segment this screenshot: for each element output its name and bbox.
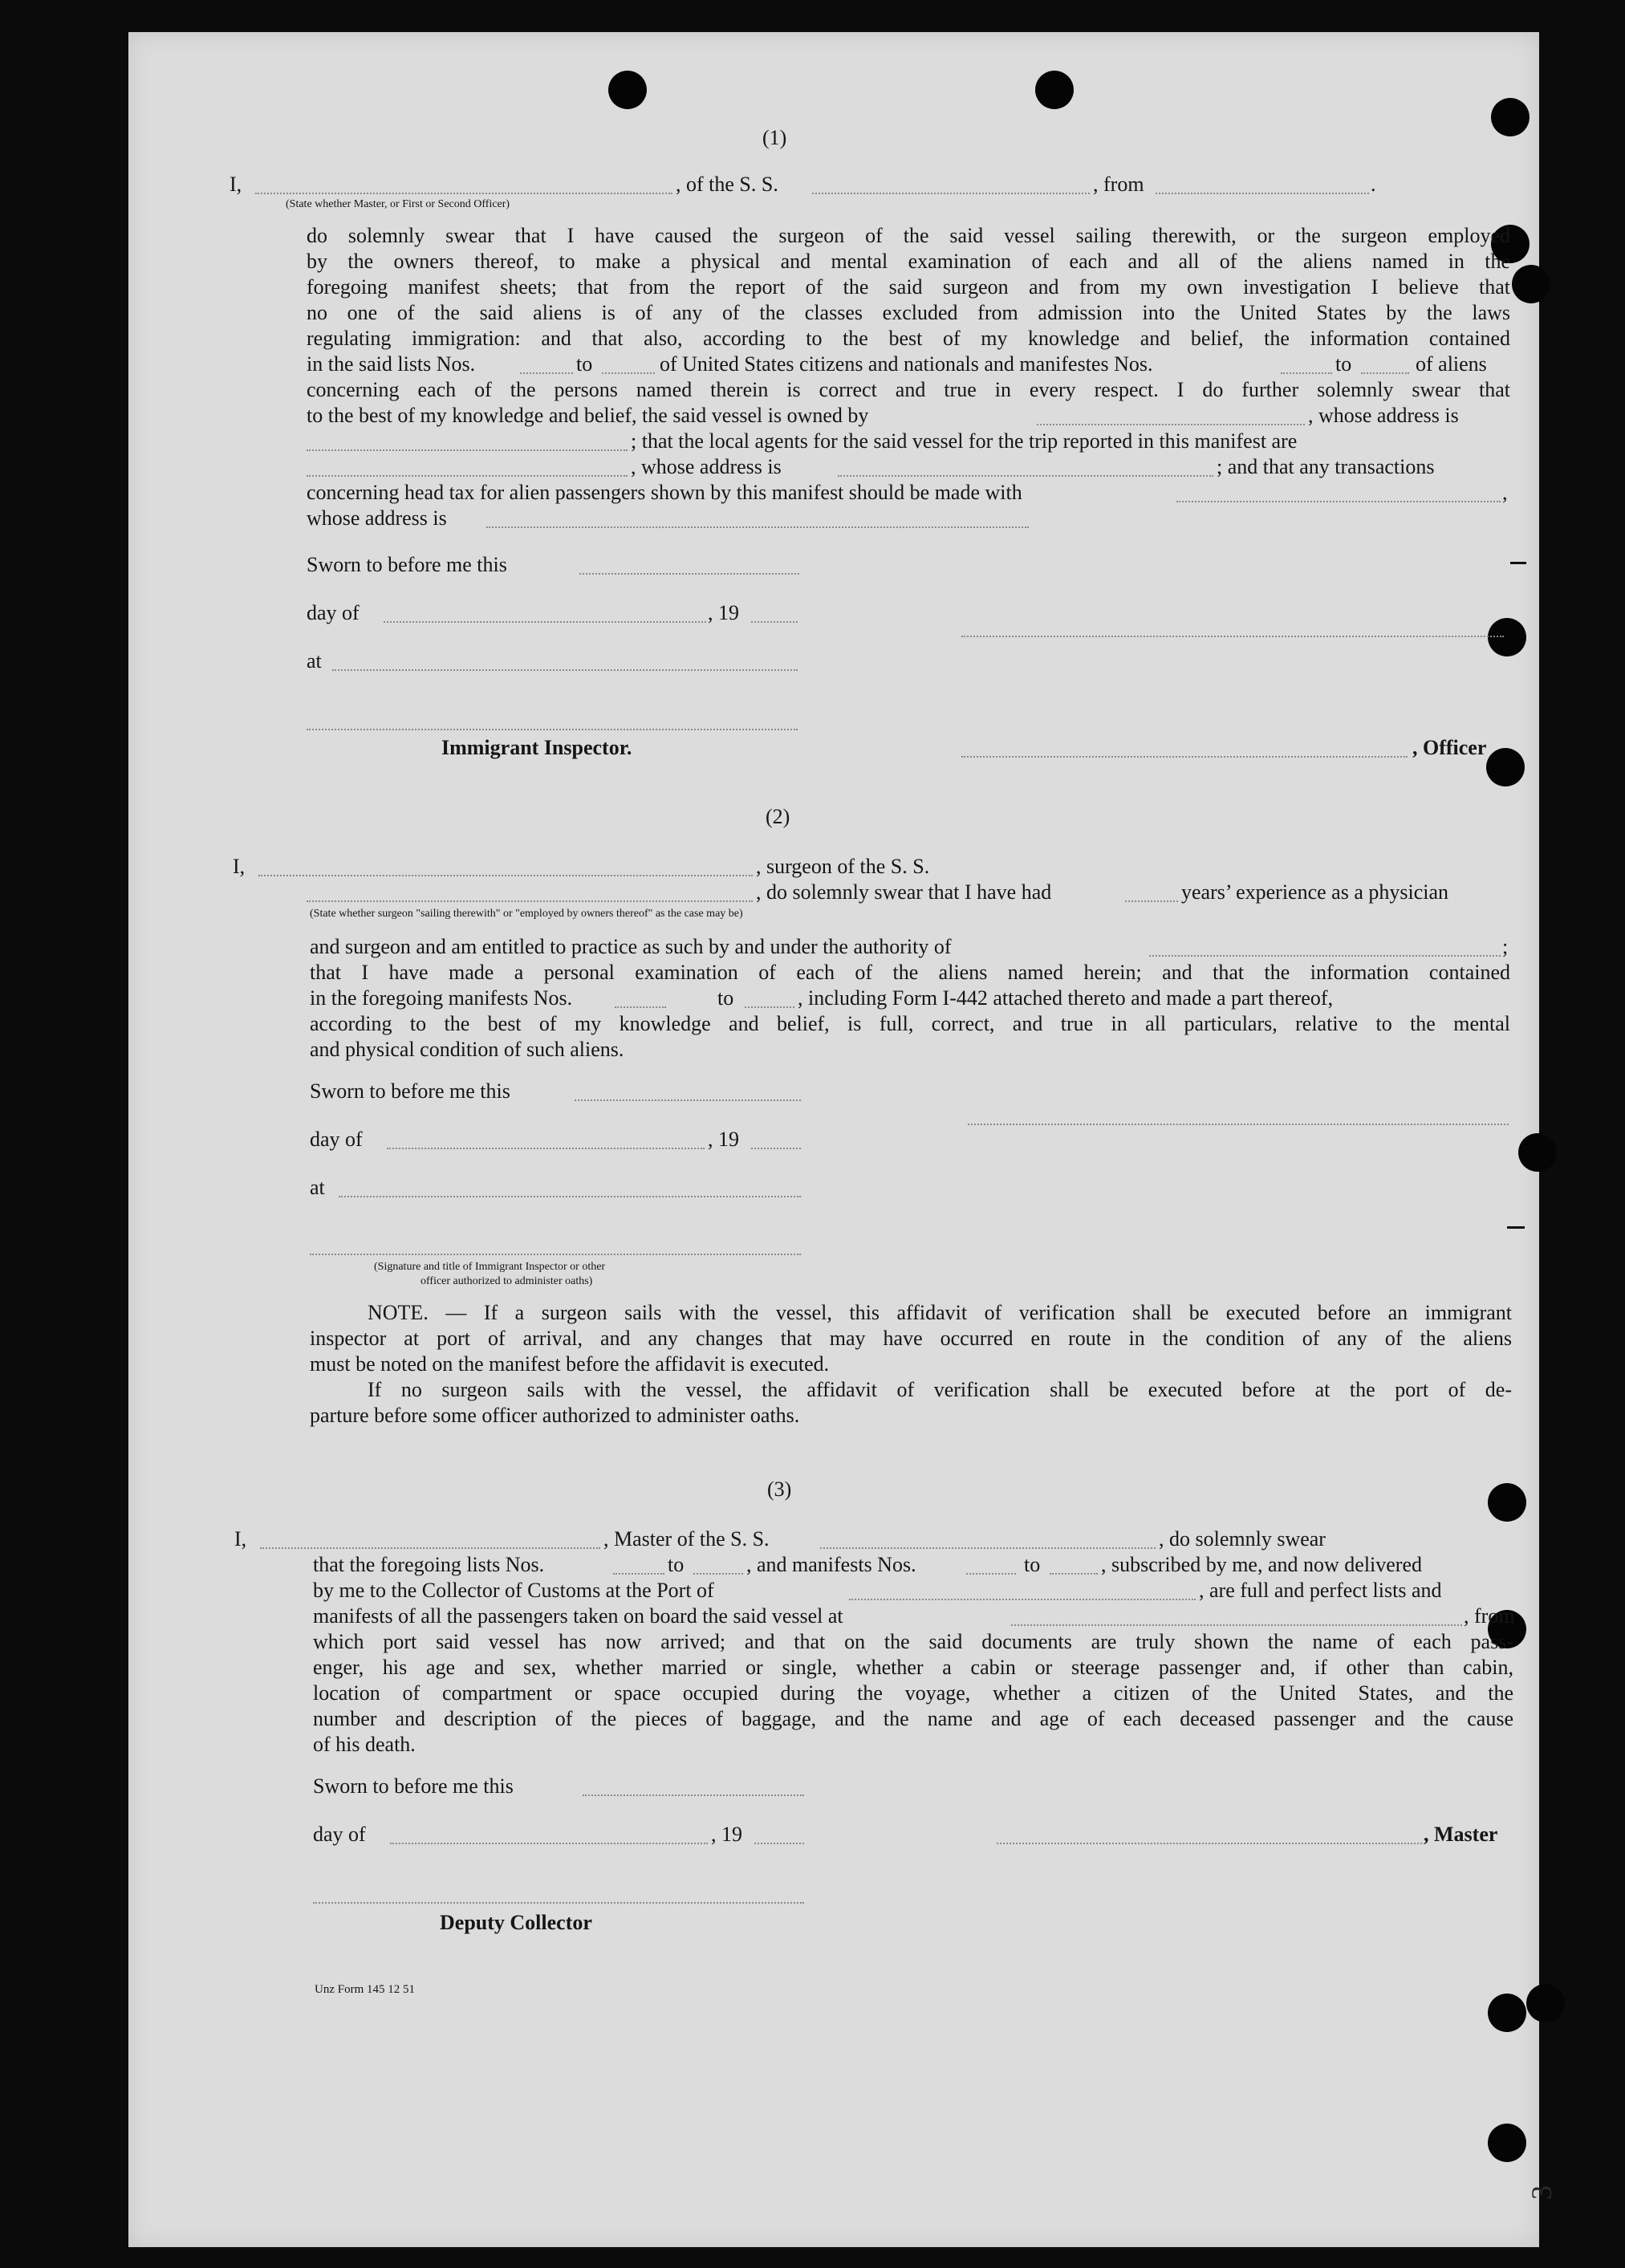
- authority-label: and surgeon and am entitled to practice as such by and under the authority of: [310, 935, 952, 958]
- surgeon-name-field[interactable]: [258, 875, 753, 876]
- oath-line: which port said vessel has now arrived; and that on the said documents are truly shown the name of each pass-: [313, 1630, 1513, 1653]
- semicolon: ;: [1502, 935, 1509, 958]
- sworn-label: Sworn to before me this: [307, 553, 507, 576]
- sworn-label: Sworn to before me this: [310, 1079, 510, 1103]
- oath-line: foregoing manifest sheets; that from the report of the said surgeon and from my own investigation I believe that: [307, 275, 1510, 299]
- collector-signature-field[interactable]: [313, 1902, 804, 1904]
- punch-hole: [1488, 1994, 1526, 2032]
- agents-field[interactable]: [307, 475, 628, 477]
- year-field[interactable]: [751, 621, 798, 623]
- sworn-date-field[interactable]: [575, 1099, 801, 1101]
- year-label: , 19: [708, 601, 739, 624]
- whose-address-label: whose address is: [307, 506, 447, 530]
- vessel-name-field[interactable]: [812, 193, 1090, 194]
- section-1-number: (1): [762, 126, 787, 149]
- head-tax-agent-field[interactable]: [1176, 501, 1501, 502]
- manifests-nos-label: in the foregoing manifests Nos.: [310, 986, 573, 1010]
- owner-field[interactable]: [1037, 424, 1305, 425]
- oath-line: regulating immigration: and that also, according to the best of my knowledge and belief, the information contained: [307, 327, 1510, 350]
- oath-line: of his death.: [313, 1733, 416, 1756]
- form-i442-label: , including Form I-442 attached thereto and made a part thereof,: [798, 986, 1334, 1010]
- owned-by-label: to the best of my knowledge and belief, the said vessel is owned by: [307, 404, 869, 427]
- surgeon-of-label: , surgeon of the S. S.: [756, 855, 930, 878]
- officer-title-field[interactable]: [961, 756, 1408, 758]
- punch-hole: [1526, 1984, 1565, 2022]
- day-of-label: day of: [307, 601, 360, 624]
- transactions-label: ; and that any transactions: [1217, 455, 1435, 478]
- taken-aboard-label: manifests of all the passengers taken on board the said vessel at: [313, 1604, 843, 1628]
- sworn-date-field[interactable]: [583, 1794, 804, 1796]
- lists-to-field[interactable]: [602, 372, 655, 374]
- master-vessel-field[interactable]: [820, 1547, 1156, 1549]
- note-line: inspector at port of arrival, and any changes that may have occurred en route in the condition of any of the aliens: [310, 1327, 1512, 1350]
- collector-port-label: by me to the Collector of Customs at the Port of: [313, 1579, 714, 1602]
- state-surgeon-note: (State whether surgeon "sailing therewith" or "employed by owners thereof" as the case may be): [310, 908, 743, 920]
- inspector-signature-field[interactable]: [310, 1254, 801, 1255]
- master-signature-field[interactable]: [997, 1843, 1422, 1844]
- year-label: , 19: [708, 1128, 739, 1151]
- local-agents-label: ; that the local agents for the said vessel for the trip reported in this manifest are: [631, 429, 1298, 453]
- punch-hole: [608, 71, 647, 109]
- head-tax-label: concerning head tax for alien passengers shown by this manifest should be made with: [307, 481, 1022, 504]
- boarding-port-field[interactable]: [1011, 1624, 1462, 1626]
- note-line: parture before some officer authorized to administer oaths.: [310, 1404, 800, 1427]
- to-label: to: [717, 986, 734, 1010]
- deputy-collector-label: Deputy Collector: [440, 1911, 592, 1934]
- form-number: Unz Form 145 12 51: [315, 1983, 415, 1996]
- punch-hole: [1488, 1483, 1526, 1522]
- owner-address-field[interactable]: [307, 449, 628, 451]
- month-field[interactable]: [387, 1148, 705, 1149]
- lists-from-field[interactable]: [520, 372, 573, 374]
- year-field[interactable]: [751, 1148, 801, 1149]
- oath-i: I,: [230, 173, 242, 196]
- citizens-manifests-label: of United States citizens and nationals and manifestes Nos.: [660, 352, 1153, 376]
- signature-note: (Signature and title of Immigrant Inspector or other: [374, 1261, 606, 1273]
- lists-nos-label: that the foregoing lists Nos.: [313, 1553, 545, 1576]
- years-field[interactable]: [1125, 900, 1178, 902]
- master-label: , Master: [1424, 1823, 1498, 1846]
- oath-line: location of compartment or space occupied during the voyage, whether a citizen of the United States, and the: [313, 1681, 1513, 1705]
- to-label: to: [1024, 1553, 1041, 1576]
- oath-line: and physical condition of such aliens.: [310, 1038, 624, 1061]
- oath-i: I,: [234, 1527, 247, 1551]
- manifest-page: [128, 32, 1558, 2247]
- at-label: at: [307, 649, 322, 673]
- year-label: , 19: [711, 1823, 742, 1846]
- immigrant-inspector-label: Immigrant Inspector.: [441, 736, 632, 759]
- to-label: to: [1335, 352, 1352, 376]
- edge-mark: [1510, 562, 1526, 564]
- manifests-to-field[interactable]: [1361, 372, 1409, 374]
- physician-label: years’ experience as a physician: [1181, 880, 1449, 904]
- master-lists-from-field[interactable]: [613, 1573, 664, 1575]
- master-name-field[interactable]: [260, 1547, 600, 1549]
- surgeon-manifests-to-field[interactable]: [745, 1006, 794, 1008]
- section-2-number: (2): [766, 805, 790, 828]
- note-line: must be noted on the manifest before the affidavit is executed.: [310, 1352, 830, 1376]
- punch-hole: [1512, 265, 1550, 303]
- years-experience-label: , do solemnly swear that I have had: [756, 880, 1052, 904]
- state-officer-note: (State whether Master, or First or Second Officer): [286, 198, 510, 210]
- section-3-number: (3): [767, 1477, 792, 1501]
- place-field[interactable]: [339, 1196, 801, 1197]
- from-label: , from: [1464, 1604, 1515, 1628]
- agents-address-field[interactable]: [838, 475, 1213, 477]
- authority-field[interactable]: [1149, 955, 1501, 957]
- of-aliens-label: of aliens: [1416, 352, 1487, 376]
- day-of-label: day of: [313, 1823, 366, 1846]
- swear-label: , do solemnly swear: [1159, 1527, 1326, 1551]
- oath-line: according to the best of my knowledge and belief, is full, correct, and true in all particulars, relative to the mental: [310, 1012, 1510, 1035]
- manifests-nos-label: , and manifests Nos.: [746, 1553, 916, 1576]
- day-of-label: day of: [310, 1128, 363, 1151]
- of-ss-label: , of the S. S.: [676, 173, 778, 196]
- officer-name-field[interactable]: [255, 193, 672, 194]
- surgeon-manifests-from-field[interactable]: [615, 1006, 666, 1008]
- comma: ,: [1502, 481, 1508, 504]
- full-lists-label: , are full and perfect lists and: [1199, 1579, 1442, 1602]
- oath-line: do solemnly swear that I have caused the surgeon of the said vessel sailing therewith, or the surgeon employed: [307, 224, 1510, 247]
- signature-note: officer authorized to administer oaths): [420, 1275, 593, 1287]
- officer-signature-field[interactable]: [961, 636, 1504, 637]
- punch-hole: [1488, 618, 1526, 656]
- place-field[interactable]: [332, 669, 798, 671]
- inspector-signature-field[interactable]: [307, 729, 798, 730]
- manifests-from-field[interactable]: [1281, 372, 1332, 374]
- port-field[interactable]: [849, 1599, 1196, 1600]
- at-label: at: [310, 1176, 325, 1199]
- sworn-date-field[interactable]: [579, 573, 799, 575]
- whose-address-label: , whose address is: [1308, 404, 1459, 427]
- oath-line: no one of the said aliens is of any of the classes excluded from admission into the United States by the laws: [307, 301, 1510, 324]
- handwritten-page-mark: 3: [1525, 2185, 1558, 2200]
- edge-mark: [1507, 1226, 1525, 1229]
- oath-line: that I have made a personal examination of each of the aliens named herein; and that the information contained: [310, 961, 1510, 984]
- note-line: NOTE. — If a surgeon sails with the vessel, this affidavit of verification shall be executed before an immigrant: [368, 1301, 1512, 1324]
- punch-hole: [1518, 1133, 1557, 1172]
- surgeon-vessel-field[interactable]: [307, 900, 753, 902]
- punch-hole: [1491, 98, 1530, 136]
- surgeon-signature-field[interactable]: [968, 1124, 1509, 1125]
- from-label: , from: [1093, 173, 1144, 196]
- month-field[interactable]: [390, 1843, 708, 1844]
- from-port-field[interactable]: [1156, 193, 1369, 194]
- to-label: to: [576, 352, 593, 376]
- oath-i: I,: [233, 855, 246, 878]
- to-label: to: [668, 1553, 685, 1576]
- master-manifests-from-field[interactable]: [966, 1573, 1016, 1575]
- subscribed-label: , subscribed by me, and now delivered: [1101, 1553, 1423, 1576]
- punch-hole: [1486, 748, 1525, 786]
- whose-address-label: , whose address is: [631, 455, 782, 478]
- head-tax-address-field[interactable]: [486, 526, 1029, 528]
- oath-line: enger, his age and sex, whether married or single, whether a cabin or steerage passenger and, if other than cabin,: [313, 1656, 1513, 1679]
- year-field[interactable]: [754, 1843, 804, 1844]
- master-of-label: , Master of the S. S.: [603, 1527, 770, 1551]
- oath-line: concerning each of the persons named therein is correct and true in every respect. I do further solemnly swear that: [307, 378, 1510, 401]
- period: .: [1371, 173, 1376, 196]
- oath-line: number and description of the pieces of baggage, and the name and age of each deceased passenger and the cause: [313, 1707, 1513, 1730]
- month-field[interactable]: [384, 621, 706, 623]
- officer-label: , Officer: [1412, 736, 1487, 759]
- master-lists-to-field[interactable]: [693, 1573, 743, 1575]
- master-manifests-to-field[interactable]: [1050, 1573, 1098, 1575]
- punch-hole: [1035, 71, 1074, 109]
- lists-nos-label: in the said lists Nos.: [307, 352, 476, 376]
- punch-hole: [1488, 2124, 1526, 2162]
- sworn-label: Sworn to before me this: [313, 1774, 514, 1798]
- oath-line: by the owners thereof, to make a physical and mental examination of each and all of the aliens named in the: [307, 250, 1510, 273]
- note-line: If no surgeon sails with the vessel, the affidavit of verification shall be executed before at the port of de-: [368, 1378, 1512, 1401]
